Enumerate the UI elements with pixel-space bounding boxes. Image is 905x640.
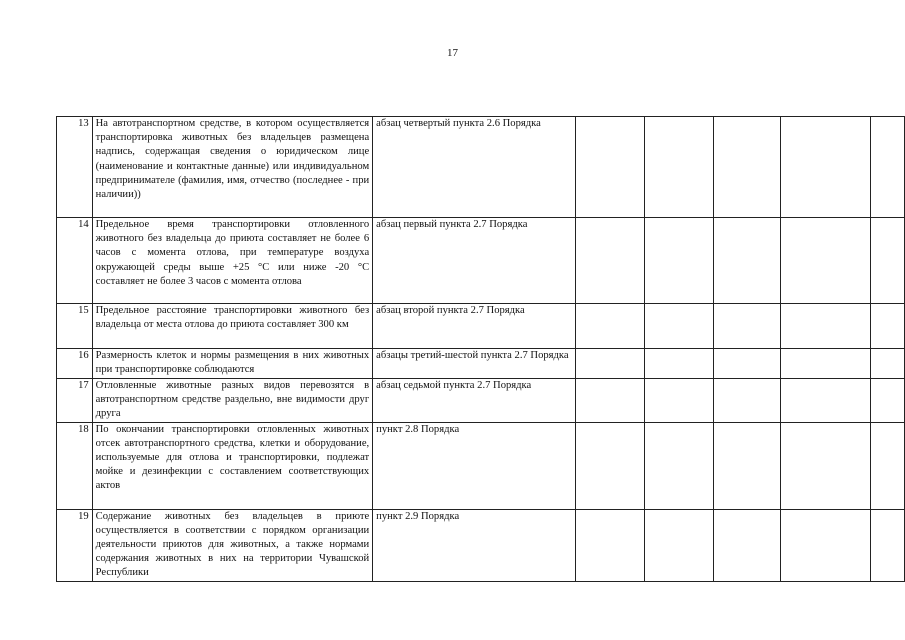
- table-row: [57, 349, 905, 379]
- answer-cell[interactable]: [714, 349, 781, 379]
- reference-text: абзац первый пункта 2.7 Порядка: [373, 218, 576, 304]
- answer-cell[interactable]: [780, 304, 870, 349]
- answer-cell[interactable]: [780, 509, 870, 581]
- answer-cell[interactable]: [645, 379, 714, 423]
- answer-cell[interactable]: [714, 218, 781, 304]
- answer-cell[interactable]: [645, 509, 714, 581]
- answer-cell[interactable]: [871, 509, 905, 581]
- row-number: 19: [57, 509, 93, 581]
- answer-cell[interactable]: [871, 379, 905, 423]
- answer-cell[interactable]: [780, 379, 870, 423]
- answer-cell[interactable]: [576, 509, 645, 581]
- requirement-text: Содержание животных без владельцев в приюте осуществляется в соответствии с порядком организации деятельности приютов для животных, а также нормами содержания животных в них на территории Чувашской Республики: [92, 509, 373, 581]
- answer-cell[interactable]: [645, 117, 714, 218]
- answer-cell[interactable]: [645, 218, 714, 304]
- requirement-text: Размерность клеток и нормы размещения в них животных при транспортировке соблюдаются: [92, 349, 373, 379]
- row-number: 14: [57, 218, 93, 304]
- answer-cell[interactable]: [871, 117, 905, 218]
- requirement-text: Предельное расстояние транспортировки животного без владельца от места отлова до приюта составляет 300 км: [92, 304, 373, 349]
- table-row: [57, 422, 905, 509]
- requirements-table: [56, 116, 905, 582]
- reference-text: абзац четвертый пункта 2.6 Порядка: [373, 117, 576, 218]
- answer-cell[interactable]: [780, 349, 870, 379]
- answer-cell[interactable]: [871, 304, 905, 349]
- answer-cell[interactable]: [576, 349, 645, 379]
- answer-cell[interactable]: [714, 422, 781, 509]
- table-row: [57, 379, 905, 423]
- answer-cell[interactable]: [576, 304, 645, 349]
- reference-text: абзац второй пункта 2.7 Порядка: [373, 304, 576, 349]
- table-row: [57, 218, 905, 304]
- table-row: [57, 509, 905, 581]
- reference-text: пункт 2.8 Порядка: [373, 422, 576, 509]
- answer-cell[interactable]: [871, 349, 905, 379]
- answer-cell[interactable]: [780, 422, 870, 509]
- requirement-text: На автотранспортном средстве, в котором осуществляется транспортировка животных без владельцев размещена надпись, содержащая сведения о юридическом лице (наименование и контактные данные) или индивидуальном предпринимателе (фамилия, имя, отчество (последнее - при наличии)): [92, 117, 373, 218]
- requirement-text: Предельное время транспортировки отловленного животного без владельца до приюта составляет не более 6 часов с момента отлова, при температуре воздуха окружающей среды выше +25 °С или ниже -20 °С составляет не более 3 часов с момента отлова: [92, 218, 373, 304]
- table-row: [57, 117, 905, 218]
- answer-cell[interactable]: [576, 117, 645, 218]
- answer-cell[interactable]: [780, 117, 870, 218]
- answer-cell[interactable]: [714, 379, 781, 423]
- page-number: 17: [447, 47, 458, 59]
- answer-cell[interactable]: [714, 304, 781, 349]
- answer-cell[interactable]: [576, 379, 645, 423]
- reference-text: абзацы третий-шестой пункта 2.7 Порядка: [373, 349, 576, 379]
- reference-text: абзац седьмой пункта 2.7 Порядка: [373, 379, 576, 423]
- row-number: 13: [57, 117, 93, 218]
- answer-cell[interactable]: [780, 218, 870, 304]
- reference-text: пункт 2.9 Порядка: [373, 509, 576, 581]
- requirement-text: По окончании транспортировки отловленных животных отсек автотранспортного средства, клетки и оборудование, используемые для отлова и транспортировки, подлежат мойке и дезинфекции с составлением соответствующих актов: [92, 422, 373, 509]
- row-number: 15: [57, 304, 93, 349]
- answer-cell[interactable]: [871, 422, 905, 509]
- table-row: [57, 304, 905, 349]
- requirement-text: Отловленные животные разных видов перевозятся в автотранспортном средстве раздельно, вне видимости друг друга: [92, 379, 373, 423]
- answer-cell[interactable]: [645, 422, 714, 509]
- answer-cell[interactable]: [645, 304, 714, 349]
- answer-cell[interactable]: [871, 218, 905, 304]
- answer-cell[interactable]: [645, 349, 714, 379]
- row-number: 16: [57, 349, 93, 379]
- answer-cell[interactable]: [714, 509, 781, 581]
- answer-cell[interactable]: [714, 117, 781, 218]
- row-number: 17: [57, 379, 93, 423]
- answer-cell[interactable]: [576, 218, 645, 304]
- answer-cell[interactable]: [576, 422, 645, 509]
- row-number: 18: [57, 422, 93, 509]
